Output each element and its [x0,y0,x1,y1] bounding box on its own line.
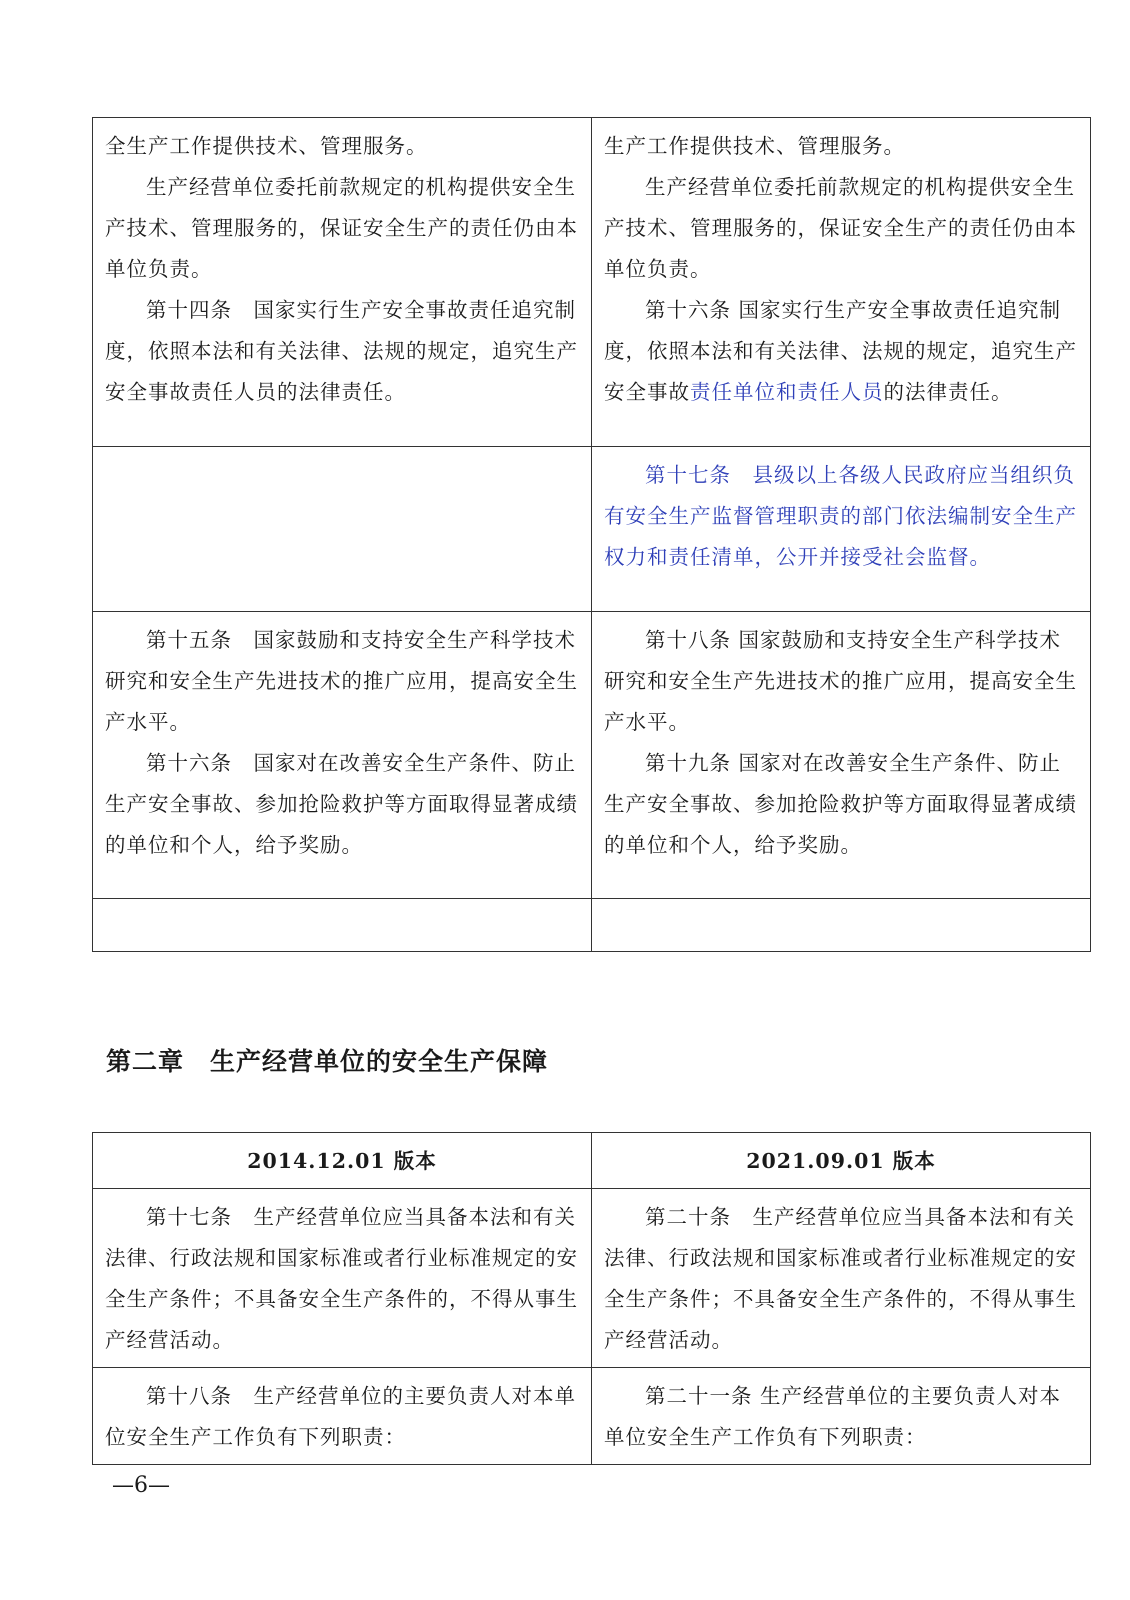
cell-2014-version [93,1189,592,1368]
cell-2014-version [93,1368,592,1465]
paragraph: 全生产工作提供技术、管理服务。 [105,134,428,158]
cell-2021-version [592,1368,1091,1465]
cell-2021-version [592,447,1091,612]
article-15: 第十五条 国家鼓励和支持安全生产科学技术研究和安全生产先进技术的推广应用，提高安全生产水平。 [105,628,578,734]
cell-2014-version-empty [93,447,592,612]
article-17: 第十七条 生产经营单位应当具备本法和有关法律、行政法规和国家标准或者行业标准规定的安全生产条件；不具备安全生产条件的，不得从事生产经营活动。 [105,1205,578,1352]
header-2014-version: 2014.12.01 版本 [93,1133,592,1189]
table-row [93,447,1091,612]
article-14: 第十四条 国家实行生产安全事故责任追究制度，依照本法和有关法律、法规的规定，追究生产安全事故责任人员的法律责任。 [105,298,578,404]
article-18: 第十八条 生产经营单位的主要负责人对本单位安全生产工作负有下列职责： [105,1384,576,1449]
paragraph: 生产经营单位委托前款规定的机构提供安全生产技术、管理服务的，保证安全生产的责任仍由本单位负责。 [604,175,1077,281]
article-18: 第十八条 国家鼓励和支持安全生产科学技术研究和安全生产先进技术的推广应用，提高安全生产水平。 [604,628,1077,734]
cell-2021-version [592,118,1091,447]
table-row [93,1189,1091,1368]
cell-empty [93,899,592,952]
table-row [93,1368,1091,1465]
cell-2014-version [93,612,592,899]
page-number: —6— [112,1473,170,1498]
table-row [93,118,1091,447]
comparison-table [92,1132,1091,1465]
article-16 [604,290,1078,413]
chapter-title: 第二章 生产经营单位的安全生产保障 [106,1047,549,1076]
article-text: 第十六条 国家实行生产安全事故责任追究制度，依照本法和有关法律、法规的规定，追究生产安全事故 [604,298,1077,404]
table-row [93,612,1091,899]
table-row [93,899,1091,952]
article-21: 第二十一条 生产经营单位的主要负责人对本单位安全生产工作负有下列职责： [604,1384,1062,1449]
cell-2021-version [592,1189,1091,1368]
article-text: 的法律责任。 [883,380,1013,404]
table-header-row [93,1133,1091,1189]
comparison-table-continued [92,117,1091,952]
amended-text: 责任单位和责任人员 [690,380,884,404]
article-20: 第二十条 生产经营单位应当具备本法和有关法律、行政法规和国家标准或者行业标准规定的安全生产条件；不具备安全生产条件的，不得从事生产经营活动。 [604,1205,1077,1352]
cell-empty [592,899,1091,952]
article-17-new: 第十七条 县级以上各级人民政府应当组织负有安全生产监督管理职责的部门依法编制安全生产权力和责任清单，公开并接受社会监督。 [604,463,1077,569]
paragraph: 生产经营单位委托前款规定的机构提供安全生产技术、管理服务的，保证安全生产的责任仍由本单位负责。 [105,175,578,281]
cell-2021-version [592,612,1091,899]
paragraph: 生产工作提供技术、管理服务。 [604,134,905,158]
article-16: 第十六条 国家对在改善安全生产条件、防止生产安全事故、参加抢险救护等方面取得显著成绩的单位和个人，给予奖励。 [105,751,578,857]
header-2021-version: 2021.09.01 版本 [592,1133,1091,1189]
cell-2014-version [93,118,592,447]
article-19: 第十九条 国家对在改善安全生产条件、防止生产安全事故、参加抢险救护等方面取得显著成绩的单位和个人，给予奖励。 [604,751,1077,857]
